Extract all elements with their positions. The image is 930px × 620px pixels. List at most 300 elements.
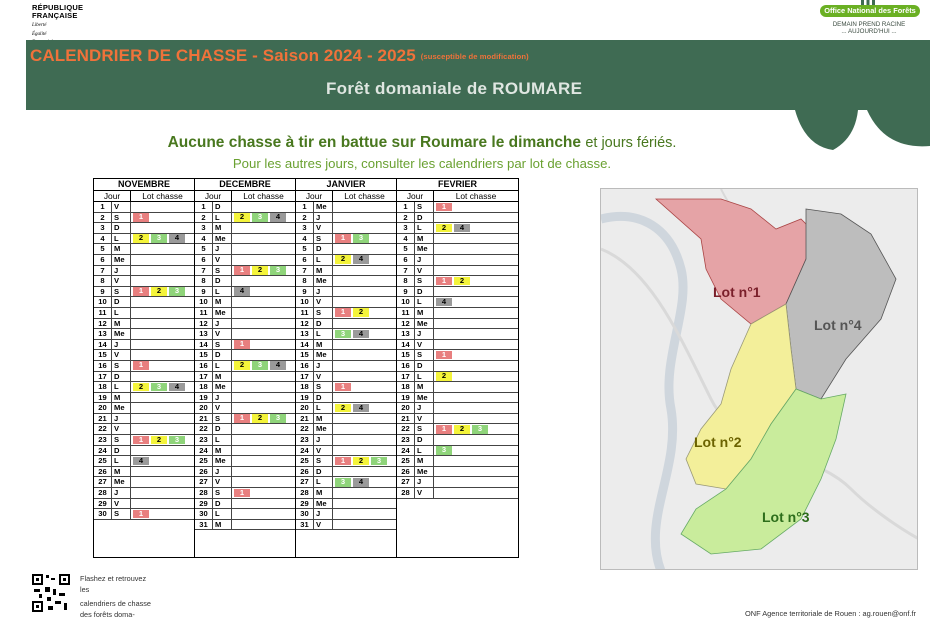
lots-cell	[232, 414, 295, 424]
weekday: L	[314, 329, 333, 339]
calendar-row	[296, 350, 396, 361]
lots-cell	[333, 244, 396, 254]
weekday: M	[213, 223, 232, 233]
calendar-row	[195, 467, 295, 478]
day-number: 16	[195, 361, 213, 371]
lot-badge-3: 3	[270, 266, 286, 275]
calendar-row	[296, 361, 396, 372]
lot-badge-2: 2	[133, 383, 149, 392]
lot-badge-3: 3	[270, 414, 286, 423]
weekday: M	[415, 308, 434, 318]
weekday: M	[314, 414, 333, 424]
lots-cell	[333, 361, 396, 371]
day-number: 22	[397, 424, 415, 434]
lot-badge-1: 1	[335, 234, 351, 243]
calendar-row	[397, 276, 518, 287]
calendar-row	[397, 424, 518, 435]
lots-cell	[434, 467, 518, 477]
day-number: 19	[94, 393, 112, 403]
lots-cell	[434, 382, 518, 392]
calendar-row	[94, 393, 194, 404]
weekday: Me	[415, 244, 434, 254]
no-hunting-notice	[0, 134, 844, 152]
lots-cell	[333, 393, 396, 403]
lots-cell	[333, 287, 396, 297]
weekday: M	[415, 382, 434, 392]
qr-caption-3: calendriers de chasse	[80, 599, 151, 608]
day-number: 30	[296, 509, 314, 519]
lot-badge-1: 1	[133, 436, 149, 445]
weekday: L	[314, 403, 333, 413]
lots-cell	[232, 202, 295, 212]
calendar-row	[397, 213, 518, 224]
qr-caption-2: les	[80, 584, 90, 594]
lots-cell	[434, 340, 518, 350]
lot-badge-2: 2	[133, 234, 149, 243]
day-number: 8	[94, 276, 112, 286]
weekday: J	[112, 414, 131, 424]
lots-cell	[232, 244, 295, 254]
lots-cell	[434, 319, 518, 329]
lot-badge-4: 4	[353, 404, 369, 413]
lots-cell	[131, 414, 194, 424]
lots-cell	[131, 255, 194, 265]
lots-cell	[232, 446, 295, 456]
weekday: V	[314, 297, 333, 307]
day-number: 17	[296, 372, 314, 382]
calendar-row	[296, 329, 396, 340]
calendar-row	[94, 414, 194, 425]
day-number: 12	[397, 319, 415, 329]
day-number: 30	[195, 509, 213, 519]
day-number: 14	[94, 340, 112, 350]
weekday: D	[314, 467, 333, 477]
weekday: V	[415, 340, 434, 350]
weekday: L	[314, 477, 333, 487]
lot-badge-2: 2	[151, 287, 167, 296]
lots-cell	[434, 361, 518, 371]
day-number: 7	[397, 266, 415, 276]
weekday: D	[415, 435, 434, 445]
lots-cell	[232, 456, 295, 466]
onf-tagline-1: DEMAIN PREND RACINE	[832, 21, 906, 28]
weekday: M	[112, 393, 131, 403]
day-number: 8	[296, 276, 314, 286]
calendar-row	[195, 509, 295, 520]
col-lot-header: Lot chasse	[455, 191, 497, 201]
lots-cell	[333, 319, 396, 329]
day-number: 16	[397, 361, 415, 371]
day-number: 19	[195, 393, 213, 403]
lot-badge-3: 3	[151, 234, 167, 243]
day-number: 15	[94, 350, 112, 360]
weekday: J	[112, 340, 131, 350]
weekday: J	[213, 244, 232, 254]
calendar-row	[94, 266, 194, 277]
calendar-row	[296, 244, 396, 255]
lot-badge-4: 4	[454, 224, 470, 233]
forest-name: Forêt domaniale de ROUMARE	[326, 79, 583, 98]
calendar-row	[397, 234, 518, 245]
lots-cell	[434, 403, 518, 413]
map-label-lot2: Lot n°2	[694, 434, 742, 450]
lots-cell	[333, 435, 396, 445]
notice-secondary: Pour les autres jours, consulter les calendriers par lot de chasse.	[232, 156, 612, 171]
weekday: S	[415, 424, 434, 434]
day-number: 28	[397, 488, 415, 498]
lots-cell	[333, 340, 396, 350]
calendar-row	[296, 319, 396, 330]
calendar-row	[94, 319, 194, 330]
lots-cell	[333, 477, 396, 487]
lot-badge-1: 1	[436, 277, 452, 286]
calendar-row	[195, 319, 295, 330]
day-number: 26	[94, 467, 112, 477]
lot-badge-2: 2	[353, 308, 369, 317]
day-number: 31	[195, 520, 213, 530]
lots-cell	[333, 213, 396, 223]
lot-badge-3: 3	[151, 383, 167, 392]
lot-badge-4: 4	[353, 330, 369, 339]
weekday: M	[213, 297, 232, 307]
lots-cell	[333, 509, 396, 519]
weekday: V	[112, 202, 131, 212]
lots-cell	[131, 477, 194, 487]
lot-badge-1: 1	[234, 414, 250, 423]
lot-badge-2: 2	[436, 224, 452, 233]
day-number: 26	[195, 467, 213, 477]
lots-cell	[232, 499, 295, 509]
lot-badge-2: 2	[436, 372, 452, 381]
lot-badge-3: 3	[353, 234, 369, 243]
title-note: (susceptible de modification)	[420, 52, 529, 61]
calendar-row	[397, 223, 518, 234]
day-number: 9	[296, 287, 314, 297]
calendar-row	[296, 509, 396, 520]
lots-cell	[333, 488, 396, 498]
weekday: L	[112, 234, 131, 244]
calendar-row	[94, 255, 194, 266]
weekday: M	[314, 488, 333, 498]
calendar-row	[397, 403, 518, 414]
calendar-row	[397, 350, 518, 361]
calendar-row	[94, 403, 194, 414]
weekday: M	[213, 372, 232, 382]
notice-suffix: et jours fériés.	[585, 135, 677, 151]
calendar-row	[195, 403, 295, 414]
lot-badge-1: 1	[335, 308, 351, 317]
lots-cell	[434, 424, 518, 434]
day-number: 20	[195, 403, 213, 413]
lot-badge-2: 2	[252, 414, 268, 423]
weekday: M	[213, 520, 232, 530]
weekday: D	[314, 319, 333, 329]
day-number: 12	[94, 319, 112, 329]
lots-cell	[232, 477, 295, 487]
calendar-row	[296, 308, 396, 319]
weekday: M	[415, 234, 434, 244]
month-janvier	[296, 179, 397, 557]
calendar-row	[94, 509, 194, 520]
calendar-row	[397, 456, 518, 467]
calendar-row	[296, 297, 396, 308]
lots-cell	[434, 372, 518, 382]
calendar-row	[195, 446, 295, 457]
lots-cell	[333, 403, 396, 413]
day-number: 10	[94, 297, 112, 307]
lots-cell	[131, 319, 194, 329]
day-number: 4	[397, 234, 415, 244]
weekday: J	[213, 319, 232, 329]
calendar-row	[296, 223, 396, 234]
day-number: 16	[296, 361, 314, 371]
day-number: 4	[195, 234, 213, 244]
calendar-row	[195, 276, 295, 287]
calendar-row	[296, 467, 396, 478]
lots-cell	[333, 372, 396, 382]
weekday: M	[112, 319, 131, 329]
lot-badge-3: 3	[335, 478, 351, 487]
lot-badge-1: 1	[133, 361, 149, 370]
column-headers	[94, 191, 194, 202]
calendar-row	[195, 520, 295, 531]
lots-cell	[333, 329, 396, 339]
calendar-row	[397, 297, 518, 308]
weekday: L	[415, 372, 434, 382]
day-number: 15	[195, 350, 213, 360]
weekday: L	[213, 435, 232, 445]
day-number: 14	[195, 340, 213, 350]
day-number: 1	[397, 202, 415, 212]
calendar-row	[94, 297, 194, 308]
weekday: J	[415, 255, 434, 265]
lots-cell	[333, 414, 396, 424]
calendar-row	[94, 244, 194, 255]
day-number: 22	[94, 424, 112, 434]
map-drawing	[601, 189, 918, 570]
lot-badge-1: 1	[436, 351, 452, 360]
lots-cell	[232, 276, 295, 286]
calendar-row	[397, 266, 518, 277]
weekday: J	[112, 488, 131, 498]
lots-cell	[434, 266, 518, 276]
lot-badge-1: 1	[234, 340, 250, 349]
weekday: J	[314, 509, 333, 519]
lot-badge-1: 1	[335, 383, 351, 392]
calendar-row	[296, 414, 396, 425]
hunting-calendar	[93, 178, 519, 558]
lots-cell	[333, 467, 396, 477]
lot-badge-4: 4	[270, 361, 286, 370]
calendar-row	[94, 340, 194, 351]
lots-cell	[131, 435, 194, 445]
day-number: 20	[296, 403, 314, 413]
lots-cell	[232, 361, 295, 371]
weekday: S	[314, 308, 333, 318]
lots-cell	[232, 435, 295, 445]
lots-cell	[131, 276, 194, 286]
day-number: 8	[195, 276, 213, 286]
weekday: Me	[112, 255, 131, 265]
weekday: Me	[112, 403, 131, 413]
lots-cell	[131, 266, 194, 276]
day-number: 17	[397, 372, 415, 382]
calendar-row	[296, 488, 396, 499]
lots-cell	[333, 266, 396, 276]
weekday: L	[112, 456, 131, 466]
column-headers	[296, 191, 396, 202]
day-number: 7	[195, 266, 213, 276]
weekday: J	[415, 329, 434, 339]
lots-cell	[434, 244, 518, 254]
calendar-row	[195, 393, 295, 404]
weekday: V	[213, 403, 232, 413]
weekday: J	[314, 435, 333, 445]
weekday: S	[415, 276, 434, 286]
day-number: 2	[195, 213, 213, 223]
lot-badge-1: 1	[234, 266, 250, 275]
day-number: 28	[195, 488, 213, 498]
day-number: 7	[296, 266, 314, 276]
day-number: 23	[296, 435, 314, 445]
calendar-row	[296, 234, 396, 245]
map-label-lot4: Lot n°4	[814, 317, 862, 333]
page-title	[30, 46, 529, 66]
lots-cell	[434, 255, 518, 265]
day-number: 26	[296, 467, 314, 477]
lots-cell	[232, 234, 295, 244]
day-number: 24	[94, 446, 112, 456]
weekday: V	[112, 424, 131, 434]
lots-cell	[333, 202, 396, 212]
day-number: 29	[94, 499, 112, 509]
day-number: 29	[195, 499, 213, 509]
lots-cell	[434, 446, 518, 456]
lots-cell	[232, 319, 295, 329]
day-number: 23	[94, 435, 112, 445]
day-number: 13	[195, 329, 213, 339]
day-number: 13	[94, 329, 112, 339]
weekday: V	[112, 499, 131, 509]
lots-cell	[131, 488, 194, 498]
day-number: 25	[195, 456, 213, 466]
lot-badge-2: 2	[454, 277, 470, 286]
col-lot-header: Lot chasse	[142, 191, 183, 201]
weekday: S	[314, 382, 333, 392]
calendar-row	[195, 234, 295, 245]
weekday: D	[112, 297, 131, 307]
col-day-header: Jour	[296, 191, 333, 201]
republic-line-1: RÉPUBLIQUE	[32, 3, 84, 12]
lots-cell	[232, 223, 295, 233]
weekday: V	[314, 372, 333, 382]
day-number: 27	[94, 477, 112, 487]
lots-cell	[434, 297, 518, 307]
weekday: V	[415, 414, 434, 424]
lots-cell	[434, 414, 518, 424]
day-number: 18	[296, 382, 314, 392]
weekday: L	[314, 255, 333, 265]
calendar-row	[296, 202, 396, 213]
weekday: V	[213, 477, 232, 487]
lots-cell	[434, 287, 518, 297]
lots-cell	[333, 350, 396, 360]
calendar-row	[296, 393, 396, 404]
lots-cell	[131, 308, 194, 318]
day-number: 2	[397, 213, 415, 223]
weekday: J	[213, 467, 232, 477]
column-headers	[195, 191, 295, 202]
calendar-row	[94, 350, 194, 361]
lots-cell	[232, 213, 295, 223]
lots-cell	[434, 276, 518, 286]
lots-cell	[131, 244, 194, 254]
calendar-row	[195, 266, 295, 277]
calendar-row	[296, 287, 396, 298]
col-day-header: Jour	[195, 191, 232, 201]
day-number: 6	[397, 255, 415, 265]
calendar-row	[195, 424, 295, 435]
lot-badge-2: 2	[335, 255, 351, 264]
day-number: 13	[296, 329, 314, 339]
weekday: L	[415, 446, 434, 456]
day-number: 24	[296, 446, 314, 456]
forest-map	[600, 188, 918, 570]
motto-line-2: Égalité	[32, 31, 47, 37]
weekday: Me	[213, 234, 232, 244]
day-number: 20	[397, 403, 415, 413]
day-number: 25	[296, 456, 314, 466]
lots-cell	[232, 382, 295, 392]
lots-cell	[232, 509, 295, 519]
calendar-row	[195, 340, 295, 351]
day-number: 30	[94, 509, 112, 519]
col-lot-header: Lot chasse	[243, 191, 284, 201]
calendar-row	[397, 329, 518, 340]
day-number: 5	[94, 244, 112, 254]
day-number: 18	[195, 382, 213, 392]
weekday: D	[314, 393, 333, 403]
lot-badge-2: 2	[335, 404, 351, 413]
day-number: 21	[296, 414, 314, 424]
day-number: 20	[94, 403, 112, 413]
qr-code[interactable]	[31, 573, 71, 613]
calendar-row	[397, 467, 518, 478]
lots-cell	[232, 372, 295, 382]
lot-badge-3: 3	[472, 425, 488, 434]
weekday: D	[112, 223, 131, 233]
lots-cell	[434, 234, 518, 244]
calendar-row	[94, 276, 194, 287]
calendar-row	[296, 266, 396, 277]
lots-cell	[434, 393, 518, 403]
calendar-row	[296, 424, 396, 435]
calendar-row	[397, 319, 518, 330]
weekday: L	[213, 287, 232, 297]
weekday: M	[213, 446, 232, 456]
lots-cell	[131, 499, 194, 509]
month-decembre	[195, 179, 296, 557]
weekday: Me	[213, 382, 232, 392]
weekday: J	[415, 477, 434, 487]
day-number: 23	[397, 435, 415, 445]
lots-cell	[434, 350, 518, 360]
day-number: 4	[296, 234, 314, 244]
weekday: Me	[415, 393, 434, 403]
weekday: J	[415, 403, 434, 413]
weekday: L	[112, 382, 131, 392]
calendar-row	[195, 244, 295, 255]
